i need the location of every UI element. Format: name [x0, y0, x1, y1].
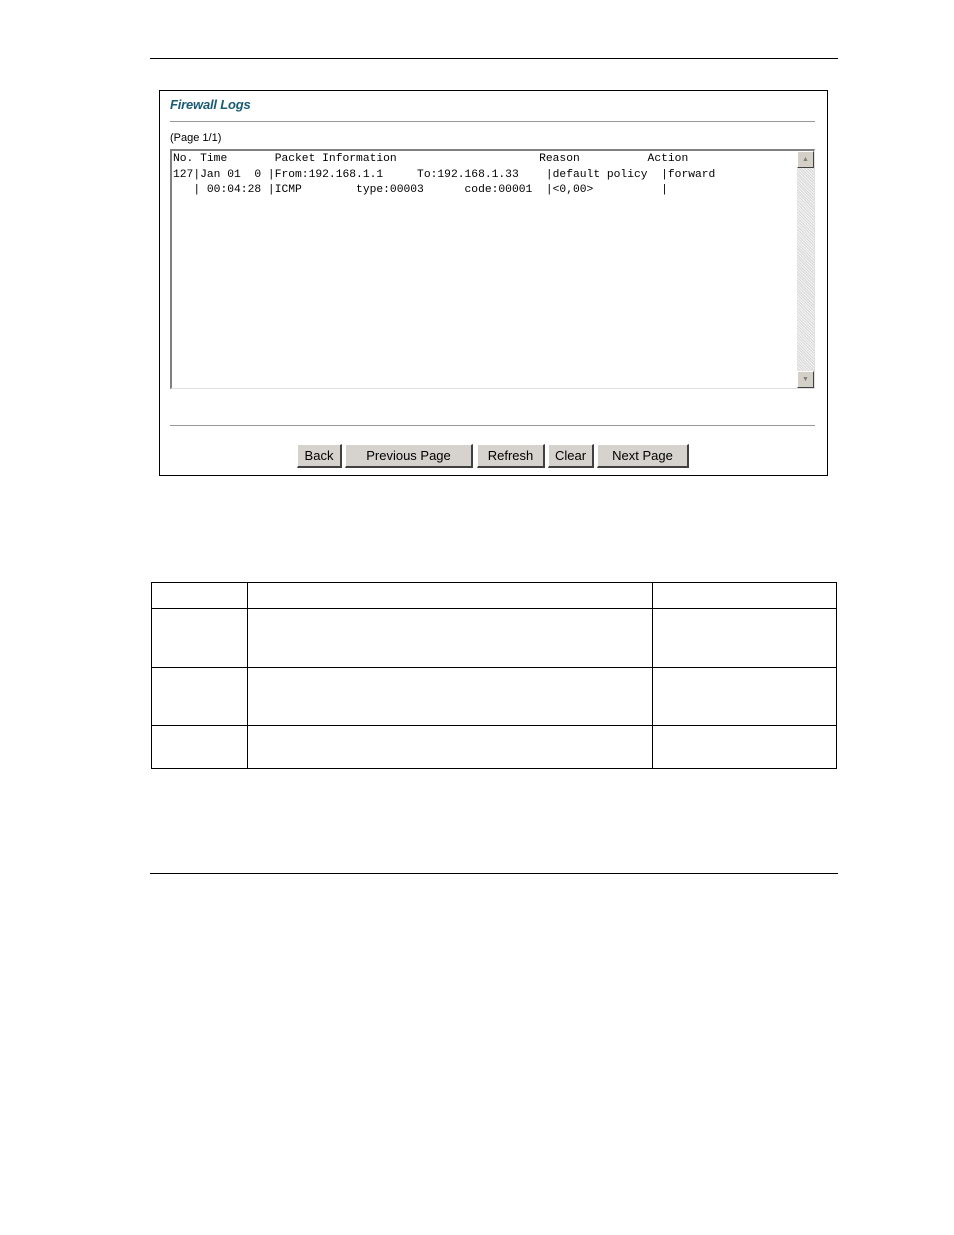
table-row — [152, 583, 837, 609]
header-rule — [150, 58, 838, 59]
log-line: 127|Jan 01 0 |From:192.168.1.1 To:192.168.1.33 |default policy |forward — [173, 168, 716, 181]
title-divider — [170, 121, 815, 122]
clear-button[interactable]: Clear — [548, 444, 594, 468]
table-row — [152, 609, 837, 668]
firewall-logs-panel — [159, 90, 828, 476]
log-textarea[interactable] — [170, 149, 815, 389]
footer-rule — [150, 873, 838, 874]
log-content — [173, 152, 793, 386]
vertical-scrollbar[interactable] — [797, 151, 814, 388]
back-button[interactable]: Back — [297, 444, 342, 468]
button-row — [160, 444, 827, 468]
table-row — [152, 726, 837, 769]
previous-page-button[interactable]: Previous Page — [345, 444, 473, 468]
page-indicator: (Page 1/1) — [170, 132, 222, 144]
refresh-button[interactable]: Refresh — [477, 444, 545, 468]
log-line: | 00:04:28 |ICMP type:00003 code:00001 |<0,00> | — [173, 184, 668, 196]
arrow-down-icon[interactable]: ▼ — [797, 371, 814, 388]
button-divider — [170, 425, 815, 426]
arrow-up-icon[interactable]: ▲ — [797, 151, 814, 168]
panel-title: Firewall Logs — [170, 97, 251, 112]
field-description-table — [151, 582, 837, 769]
table-row — [152, 668, 837, 726]
log-header-line: No. Time Packet Information Reason Action — [173, 153, 689, 165]
next-page-button[interactable]: Next Page — [597, 444, 689, 468]
